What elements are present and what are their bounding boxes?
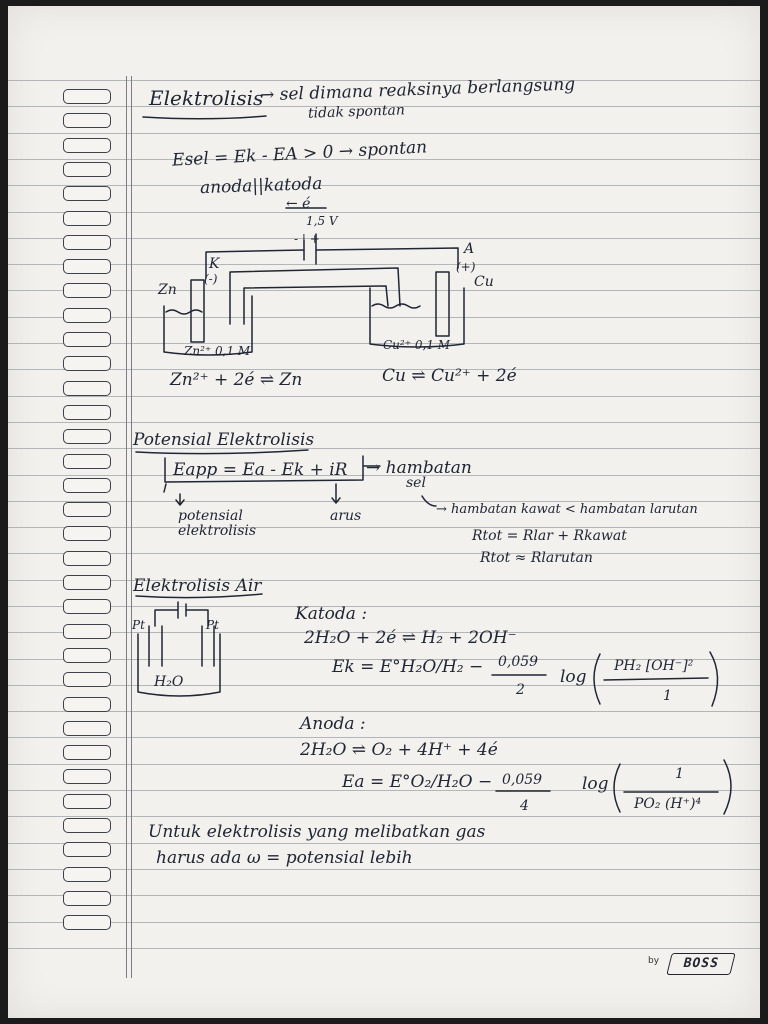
anode-sign-label: (+) [456,260,476,274]
title-desc-line1: → sel dimana reaksinya berlangsung [259,74,576,106]
ea-fraction-denominator: 4 [520,798,529,814]
ea-log-denominator: PO₂ (H⁺)⁴ [634,796,702,812]
ek-equation: Ek = E°H₂O/H₂ − [332,657,484,677]
cathode-k-label: K [209,256,220,272]
hambatan-sel-line2: sel [406,475,426,491]
closing-line-2: harus ada ω = potensial lebih [156,848,413,868]
anoda-heading: Anoda : [300,714,366,734]
potensial-heading: Potensial Elektrolisis [133,430,315,450]
note-title: Elektrolisis [149,86,264,110]
anode-a-label: A [464,241,475,257]
zn-half-reaction: Zn²⁺ + 2é ⇌ Zn [170,370,303,390]
ea-log: log [582,774,609,794]
rtot-equation-2: Rtot ≈ Rlarutan [480,550,593,566]
h2o-label: H₂O [154,674,184,690]
brand-prefix: by [648,956,660,966]
esel-equation: Esel = Ek - EA > 0 → spontan [171,137,428,171]
cathode-sign-label: (-) [204,272,218,286]
zn-electrode-label: Zn [158,282,177,298]
ea-equation: Ea = E°O₂/H₂O − [342,772,493,792]
pt-right-label: Pt [206,618,219,632]
air-heading: Elektrolisis Air [133,576,262,596]
notebook-page [8,6,760,1018]
arus-label: arus [330,508,362,524]
ea-fraction-numerator: 0,059 [502,772,543,788]
potensial-elektrolisis-line2: elektrolisis [178,523,257,539]
hambatan-sel-line1: → hambatan [366,458,472,478]
katoda-heading: Katoda : [295,604,368,624]
title-desc-line2: tidak spontan [307,102,406,122]
ek-fraction-numerator: 0,059 [498,654,539,670]
electron-arrow-label: ← é [286,196,311,212]
eapp-equation: Eapp = Ea - Ek + iR [173,460,348,480]
cu-solution-label: Cu²⁺ 0,1 M [383,338,451,352]
zn-solution-label: Zn²⁺ 0,1 M [184,344,251,358]
anoda-katoda-label: anoda||katoda [199,173,323,199]
ek-fraction-denominator: 2 [516,682,525,698]
voltage-label: 1,5 V [306,214,338,228]
brand-logo: BOSS [666,953,735,975]
hambatan-comparison: → hambatan kawat < hambatan larutan [436,502,698,517]
cu-half-reaction: Cu ⇌ Cu²⁺ + 2é [382,366,517,386]
ek-log-numerator: PH₂ [OH⁻]² [614,658,694,674]
katoda-reaction: 2H₂O + 2é ⇌ H₂ + 2OH⁻ [304,628,517,648]
handdrawn-strokes [8,6,760,1018]
ek-log: log [560,667,587,687]
cu-electrode-label: Cu [474,274,494,290]
rtot-equation-1: Rtot = Rlar + Rkawat [472,528,627,544]
anoda-reaction: 2H₂O ⇌ O₂ + 4H⁺ + 4é [300,740,498,760]
ea-log-numerator: 1 [675,766,684,782]
ek-log-denominator: 1 [663,688,672,704]
pt-left-label: Pt [132,618,145,632]
potensial-elektrolisis-line1: potensial [178,508,243,524]
closing-line-1: Untuk elektrolisis yang melibatkan gas [148,822,486,842]
battery-sign-label: - | + [294,232,320,246]
